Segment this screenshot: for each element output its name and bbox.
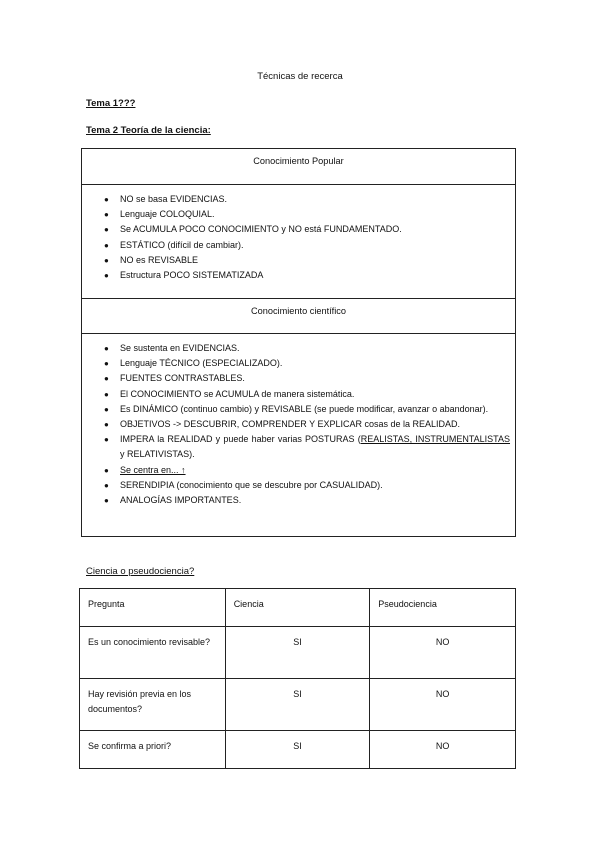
popular-list: [104, 192, 499, 283]
table-cell: Se confirma a priori?: [80, 731, 226, 769]
table-cell: SI: [225, 627, 370, 679]
list-item: [104, 463, 510, 478]
list-item: ● NO se basa EVIDENCIAS.: [104, 192, 499, 207]
divider: [82, 298, 515, 299]
list-item: ● OBJETIVOS -> DESCUBRIR, COMPRENDER Y EXPLICAR cosas de la REALIDAD.: [104, 417, 510, 432]
centra-link: Se centra en... ↑: [120, 464, 186, 475]
popular-section-title: Conocimiento Popular: [253, 156, 344, 166]
column-header: Pregunta: [80, 589, 226, 627]
postures-link: REALISTAS, INSTRUMENTALISTAS: [360, 434, 511, 445]
cientifico-section-title: Conocimiento científico: [251, 306, 346, 316]
list-item: ● Lenguaje COLOQUIAL.: [104, 207, 499, 222]
impera-text: IMPERA la REALIDAD y puede haber varias POSTURAS (: [120, 434, 361, 445]
comparison-table: [79, 588, 516, 769]
column-header: Ciencia: [225, 589, 370, 627]
table-cell: NO: [370, 731, 516, 769]
heading-tema-2: Tema 2 Teoría de la ciencia:: [86, 125, 211, 136]
heading-ciencia-pseudociencia: Ciencia o pseudociencia?: [86, 566, 195, 577]
table-row: [80, 679, 516, 731]
list-item: ● Lenguaje TÉCNICO (ESPECIALIZADO).: [104, 356, 510, 371]
divider: [82, 333, 515, 334]
table-cell: Hay revisión previa en los documentos?: [80, 679, 226, 731]
impera-text-end: y RELATIVISTAS).: [120, 449, 195, 460]
table-header-row: [80, 589, 516, 627]
table-row: [80, 627, 516, 679]
list-item: ● Se sustenta en EVIDENCIAS.: [104, 341, 510, 356]
table-cell: NO: [370, 679, 516, 731]
table-cell: NO: [370, 627, 516, 679]
list-item: ● FUENTES CONTRASTABLES.: [104, 371, 510, 386]
table-cell: Es un conocimiento revisable?: [80, 627, 226, 679]
list-item: ● El CONOCIMIENTO se ACUMULA de manera sistemática.: [104, 387, 510, 402]
document-title: Técnicas de recerca: [257, 71, 343, 82]
list-item: ● ESTÁTICO (difícil de cambiar).: [104, 238, 499, 253]
table-cell: SI: [225, 731, 370, 769]
table-row: [80, 731, 516, 769]
knowledge-comparison-box: [81, 148, 516, 537]
list-item: ● SERENDIPIA (conocimiento que se descubre por CASUALIDAD).: [104, 478, 510, 493]
list-item: ● ANALOGÍAS IMPORTANTES.: [104, 493, 510, 508]
cientifico-list: [104, 341, 510, 508]
list-item: ● Estructura POCO SISTEMATIZADA: [104, 268, 499, 283]
divider: [82, 184, 515, 185]
list-item: ● NO es REVISABLE: [104, 253, 499, 268]
heading-tema-1: Tema 1???: [86, 98, 136, 109]
table-cell: SI: [225, 679, 370, 731]
column-header: Pseudociencia: [370, 589, 516, 627]
list-item: [104, 432, 510, 462]
list-item: ● Es DINÁMICO (continuo cambio) y REVISABLE (se puede modificar, avanzar o abandonar).: [104, 402, 510, 417]
list-item: ● Se ACUMULA POCO CONOCIMIENTO y NO está FUNDAMENTADO.: [104, 222, 499, 237]
